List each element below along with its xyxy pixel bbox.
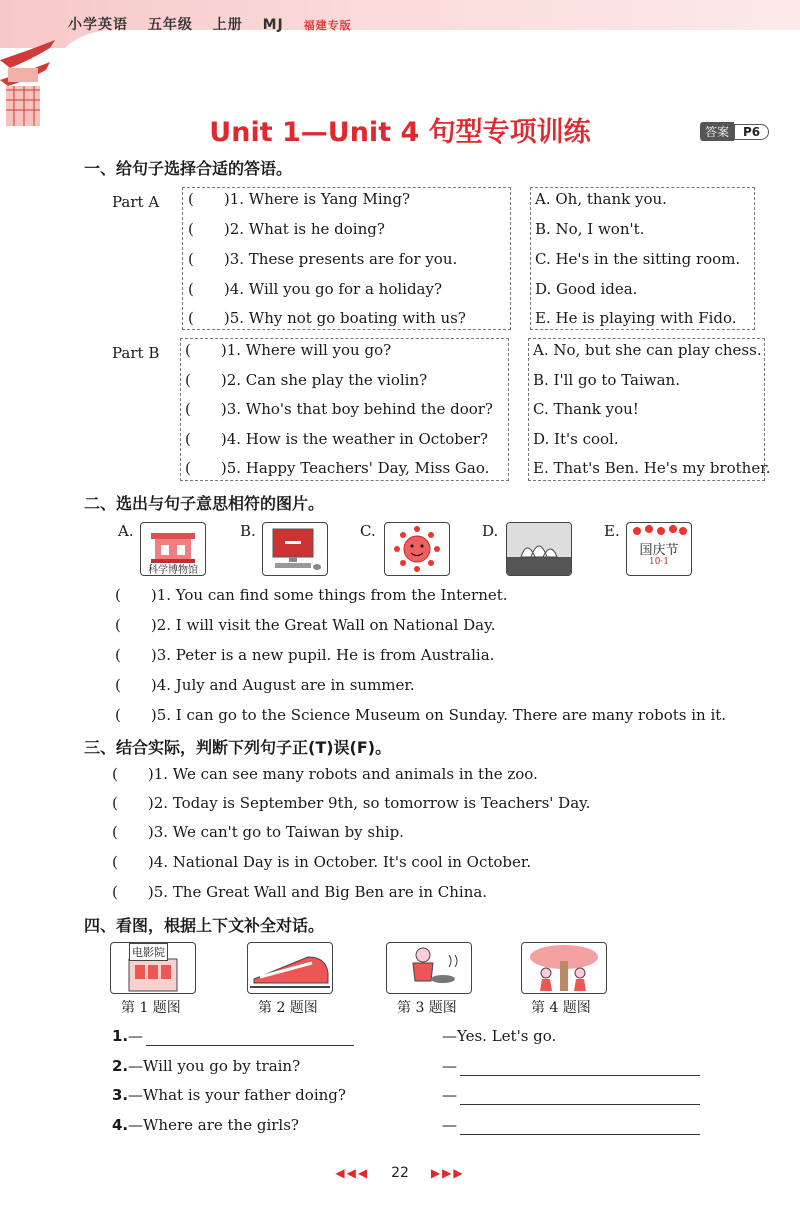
opera-house-icon <box>507 523 571 575</box>
partA-q5: ( )5. Why not go boating with us? <box>188 309 466 327</box>
s3-item4: ( )4. National Day is in October. It's cool in October. <box>112 853 532 871</box>
dlg2-num: 2. <box>112 1057 129 1075</box>
partA-a5: E. He is playing with Fido. <box>535 309 737 327</box>
cinema-picture <box>110 942 196 994</box>
partA-q3: ( )3. These presents are for you. <box>188 250 458 268</box>
pic-d-letter: D. <box>482 522 499 540</box>
partB-q3: ( )3. Who's that boy behind the door? <box>185 400 493 418</box>
national-day-caption: 国庆节 <box>639 543 679 558</box>
partA-label: Part A <box>112 193 160 211</box>
header-version: MJ <box>262 17 284 33</box>
dlg4-left: —Where are the girls? <box>128 1116 299 1134</box>
section3-heading: 三、结合实际，判断下列句子正(T)误(F)。 <box>84 738 392 757</box>
dlg3-answer-blank[interactable] <box>460 1104 700 1105</box>
partA-a1: A. Oh, thank you. <box>535 190 667 208</box>
dlg2-left: —Will you go by train? <box>128 1057 301 1075</box>
museum-picture <box>140 522 206 576</box>
pic1-caption: 第 1 题图 <box>121 1000 181 1016</box>
header-text <box>68 14 366 34</box>
section1-heading: 一、给句子选择合适的答语。 <box>84 159 293 178</box>
pic4-caption: 第 4 题图 <box>531 1000 591 1016</box>
header-edition: 福建专版 <box>303 19 352 32</box>
dlg3-num: 3. <box>112 1086 129 1104</box>
partB-label: Part B <box>112 344 160 362</box>
dlg3-left: —What is your father doing? <box>128 1086 346 1104</box>
header-curve <box>55 30 800 70</box>
cinema-sign: 电影院 <box>129 943 168 961</box>
pic2-caption: 第 2 题图 <box>258 1000 318 1016</box>
computer-picture <box>262 522 328 576</box>
cooking-icon <box>387 943 471 993</box>
dlg4-right: — <box>442 1116 457 1134</box>
page-number: 22 <box>391 1165 409 1181</box>
s2-item1: ( )1. You can find some things from the Internet. <box>115 586 508 604</box>
dlg1-left: — <box>128 1027 143 1045</box>
partB-a5: E. That's Ben. He's my brother. <box>533 459 771 477</box>
pic-b-letter: B. <box>240 522 256 540</box>
dlg4-num: 4. <box>112 1116 129 1134</box>
header-grade: 五年级 <box>147 17 193 33</box>
partB-q4: ( )4. How is the weather in October? <box>185 430 488 448</box>
s3-item5: ( )5. The Great Wall and Big Ben are in China. <box>112 883 488 901</box>
section4-heading: 四、看图，根据上下文补全对话。 <box>84 916 325 935</box>
partA-q1: ( )1. Where is Yang Ming? <box>188 190 410 208</box>
tree-girls-icon <box>522 943 606 993</box>
s3-item2: ( )2. Today is September 9th, so tomorrow is Teachers' Day. <box>112 794 591 812</box>
cooking-picture <box>386 942 472 994</box>
partB-q1: ( )1. Where will you go? <box>185 341 392 359</box>
museum-caption: 科学博物馆 <box>148 565 198 576</box>
prev-arrows-icon: ◀◀◀ <box>335 1166 370 1180</box>
partB-a2: B. I'll go to Taiwan. <box>533 371 680 389</box>
s2-item3: ( )3. Peter is a new pupil. He is from Australia. <box>115 646 495 664</box>
sun-icon <box>385 523 449 575</box>
dlg3-right: — <box>442 1086 457 1104</box>
answer-label: 答案 <box>700 122 734 141</box>
next-arrows-icon: ▶▶▶ <box>430 1166 465 1180</box>
answer-page: P6 <box>734 124 769 140</box>
section2-heading: 二、选出与句子意思相符的图片。 <box>84 494 325 513</box>
partA-q2: ( )2. What is he doing? <box>188 220 385 238</box>
computer-icon <box>263 523 327 575</box>
girls-picture <box>521 942 607 994</box>
pic-c-letter: C. <box>360 522 376 540</box>
pic3-caption: 第 3 题图 <box>397 1000 457 1016</box>
train-picture <box>247 942 333 994</box>
partA-a4: D. Good idea. <box>535 280 638 298</box>
pic-e-letter: E. <box>604 522 620 540</box>
opera-house-picture <box>506 522 572 576</box>
partB-q2: ( )2. Can she play the violin? <box>185 371 428 389</box>
s3-item3: ( )3. We can't go to Taiwan by ship. <box>112 823 404 841</box>
dlg1-right: —Yes. Let's go. <box>442 1027 557 1045</box>
page-title: Unit 1—Unit 4 句型专项训练 <box>209 117 591 148</box>
partB-q5: ( )5. Happy Teachers' Day, Miss Gao. <box>185 459 490 477</box>
s2-item2: ( )2. I will visit the Great Wall on National Day. <box>115 616 496 634</box>
dlg2-answer-blank[interactable] <box>460 1075 700 1076</box>
page-footer <box>0 1165 800 1181</box>
train-icon <box>248 943 332 993</box>
header-volume: 上册 <box>212 17 243 33</box>
sun-picture <box>384 522 450 576</box>
dlg4-answer-blank[interactable] <box>460 1134 700 1135</box>
partB-a3: C. Thank you! <box>533 400 639 418</box>
partB-a1: A. No, but she can play chess. <box>533 341 762 359</box>
national-day-date: 10·1 <box>648 557 670 567</box>
partA-q4: ( )4. Will you go for a holiday? <box>188 280 443 298</box>
partB-a4: D. It's cool. <box>533 430 619 448</box>
dlg1-answer-blank[interactable] <box>146 1045 354 1046</box>
partA-a3: C. He's in the sitting room. <box>535 250 741 268</box>
national-day-picture <box>626 522 692 576</box>
header-subject: 小学英语 <box>68 17 128 33</box>
pic-a-letter: A. <box>118 522 134 540</box>
s3-item1: ( )1. We can see many robots and animals in the zoo. <box>112 765 538 783</box>
dlg2-right: — <box>442 1057 457 1075</box>
answer-tag[interactable] <box>700 122 769 141</box>
dlg1-num: 1. <box>112 1027 129 1045</box>
s2-item4: ( )4. July and August are in summer. <box>115 676 415 694</box>
partA-a2: B. No, I won't. <box>535 220 645 238</box>
s2-item5: ( )5. I can go to the Science Museum on Sunday. There are many robots in it. <box>115 706 727 724</box>
